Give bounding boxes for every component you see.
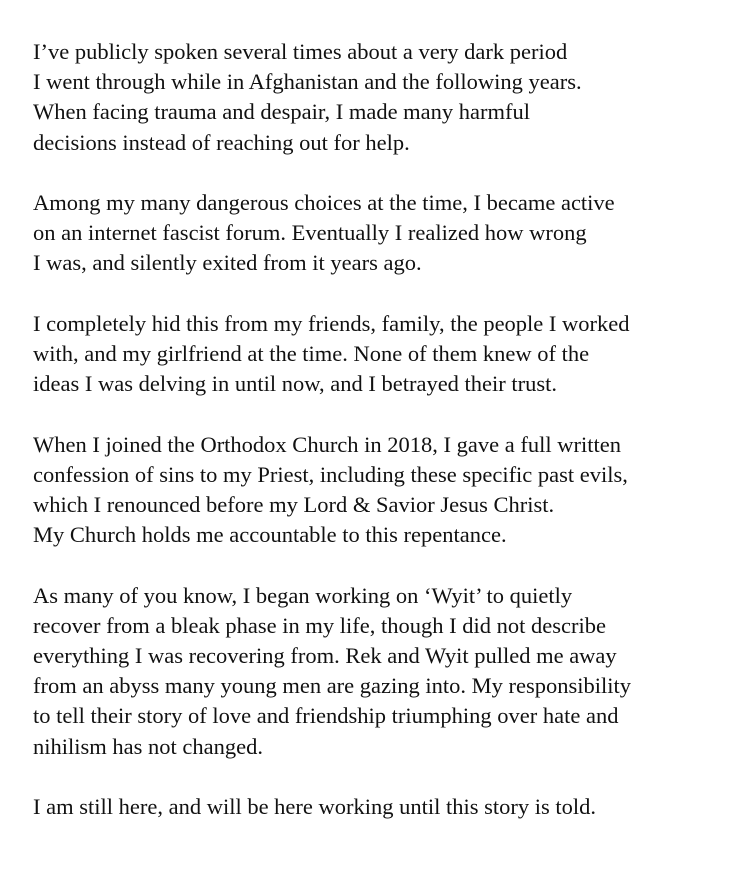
text-line: on an internet fascist forum. Eventually I realized how wrong xyxy=(33,220,587,246)
paragraph-forum xyxy=(33,188,720,279)
text-line: My Church holds me accountable to this repentance. xyxy=(33,522,507,548)
text-line: I was, and silently exited from it years ago. xyxy=(33,250,422,276)
text-line: When facing trauma and despair, I made many harmful xyxy=(33,99,531,125)
text-line: I went through while in Afghanistan and the following years. xyxy=(33,69,582,95)
paragraph-hid xyxy=(33,309,720,400)
text-line: I am still here, and will be here working until this story is told. xyxy=(33,794,597,819)
text-line: When I joined the Orthodox Church in 2018, I gave a full written xyxy=(33,431,621,457)
paragraph-wyit xyxy=(33,581,720,762)
paragraph-closing xyxy=(33,792,720,822)
text-line: which I renounced before my Lord & Savior Jesus Christ. xyxy=(33,492,555,517)
text-line: to tell their story of love and friendship triumphing over hate and xyxy=(33,703,619,729)
text-line: ideas I was delving in until now, and I betrayed their trust. xyxy=(33,371,558,397)
text-line: everything I was recovering from. Rek and Wyit pulled me away xyxy=(33,643,617,668)
text-line: I completely hid this from my friends, family, the people I worked xyxy=(33,310,630,336)
text-line: recover from a bleak phase in my life, though I did not describe xyxy=(33,612,606,638)
text-line: decisions instead of reaching out for help. xyxy=(33,129,410,155)
text-line: nihilism has not changed. xyxy=(33,733,263,759)
text-line: I’ve publicly spoken several times about a very dark period xyxy=(33,39,568,64)
paragraph-church xyxy=(33,430,720,551)
text-line: Among my many dangerous choices at the time, I became active xyxy=(33,190,615,215)
text-line: with, and my girlfriend at the time. None of them knew of the xyxy=(33,341,590,366)
paragraph-dark-period xyxy=(33,37,720,158)
text-line: from an abyss many young men are gazing into. My responsibility xyxy=(33,673,632,699)
text-line: As many of you know, I began working on ‘Wyit’ to quietly xyxy=(33,582,573,608)
text-line: confession of sins to my Priest, including these specific past evils, xyxy=(33,461,628,487)
